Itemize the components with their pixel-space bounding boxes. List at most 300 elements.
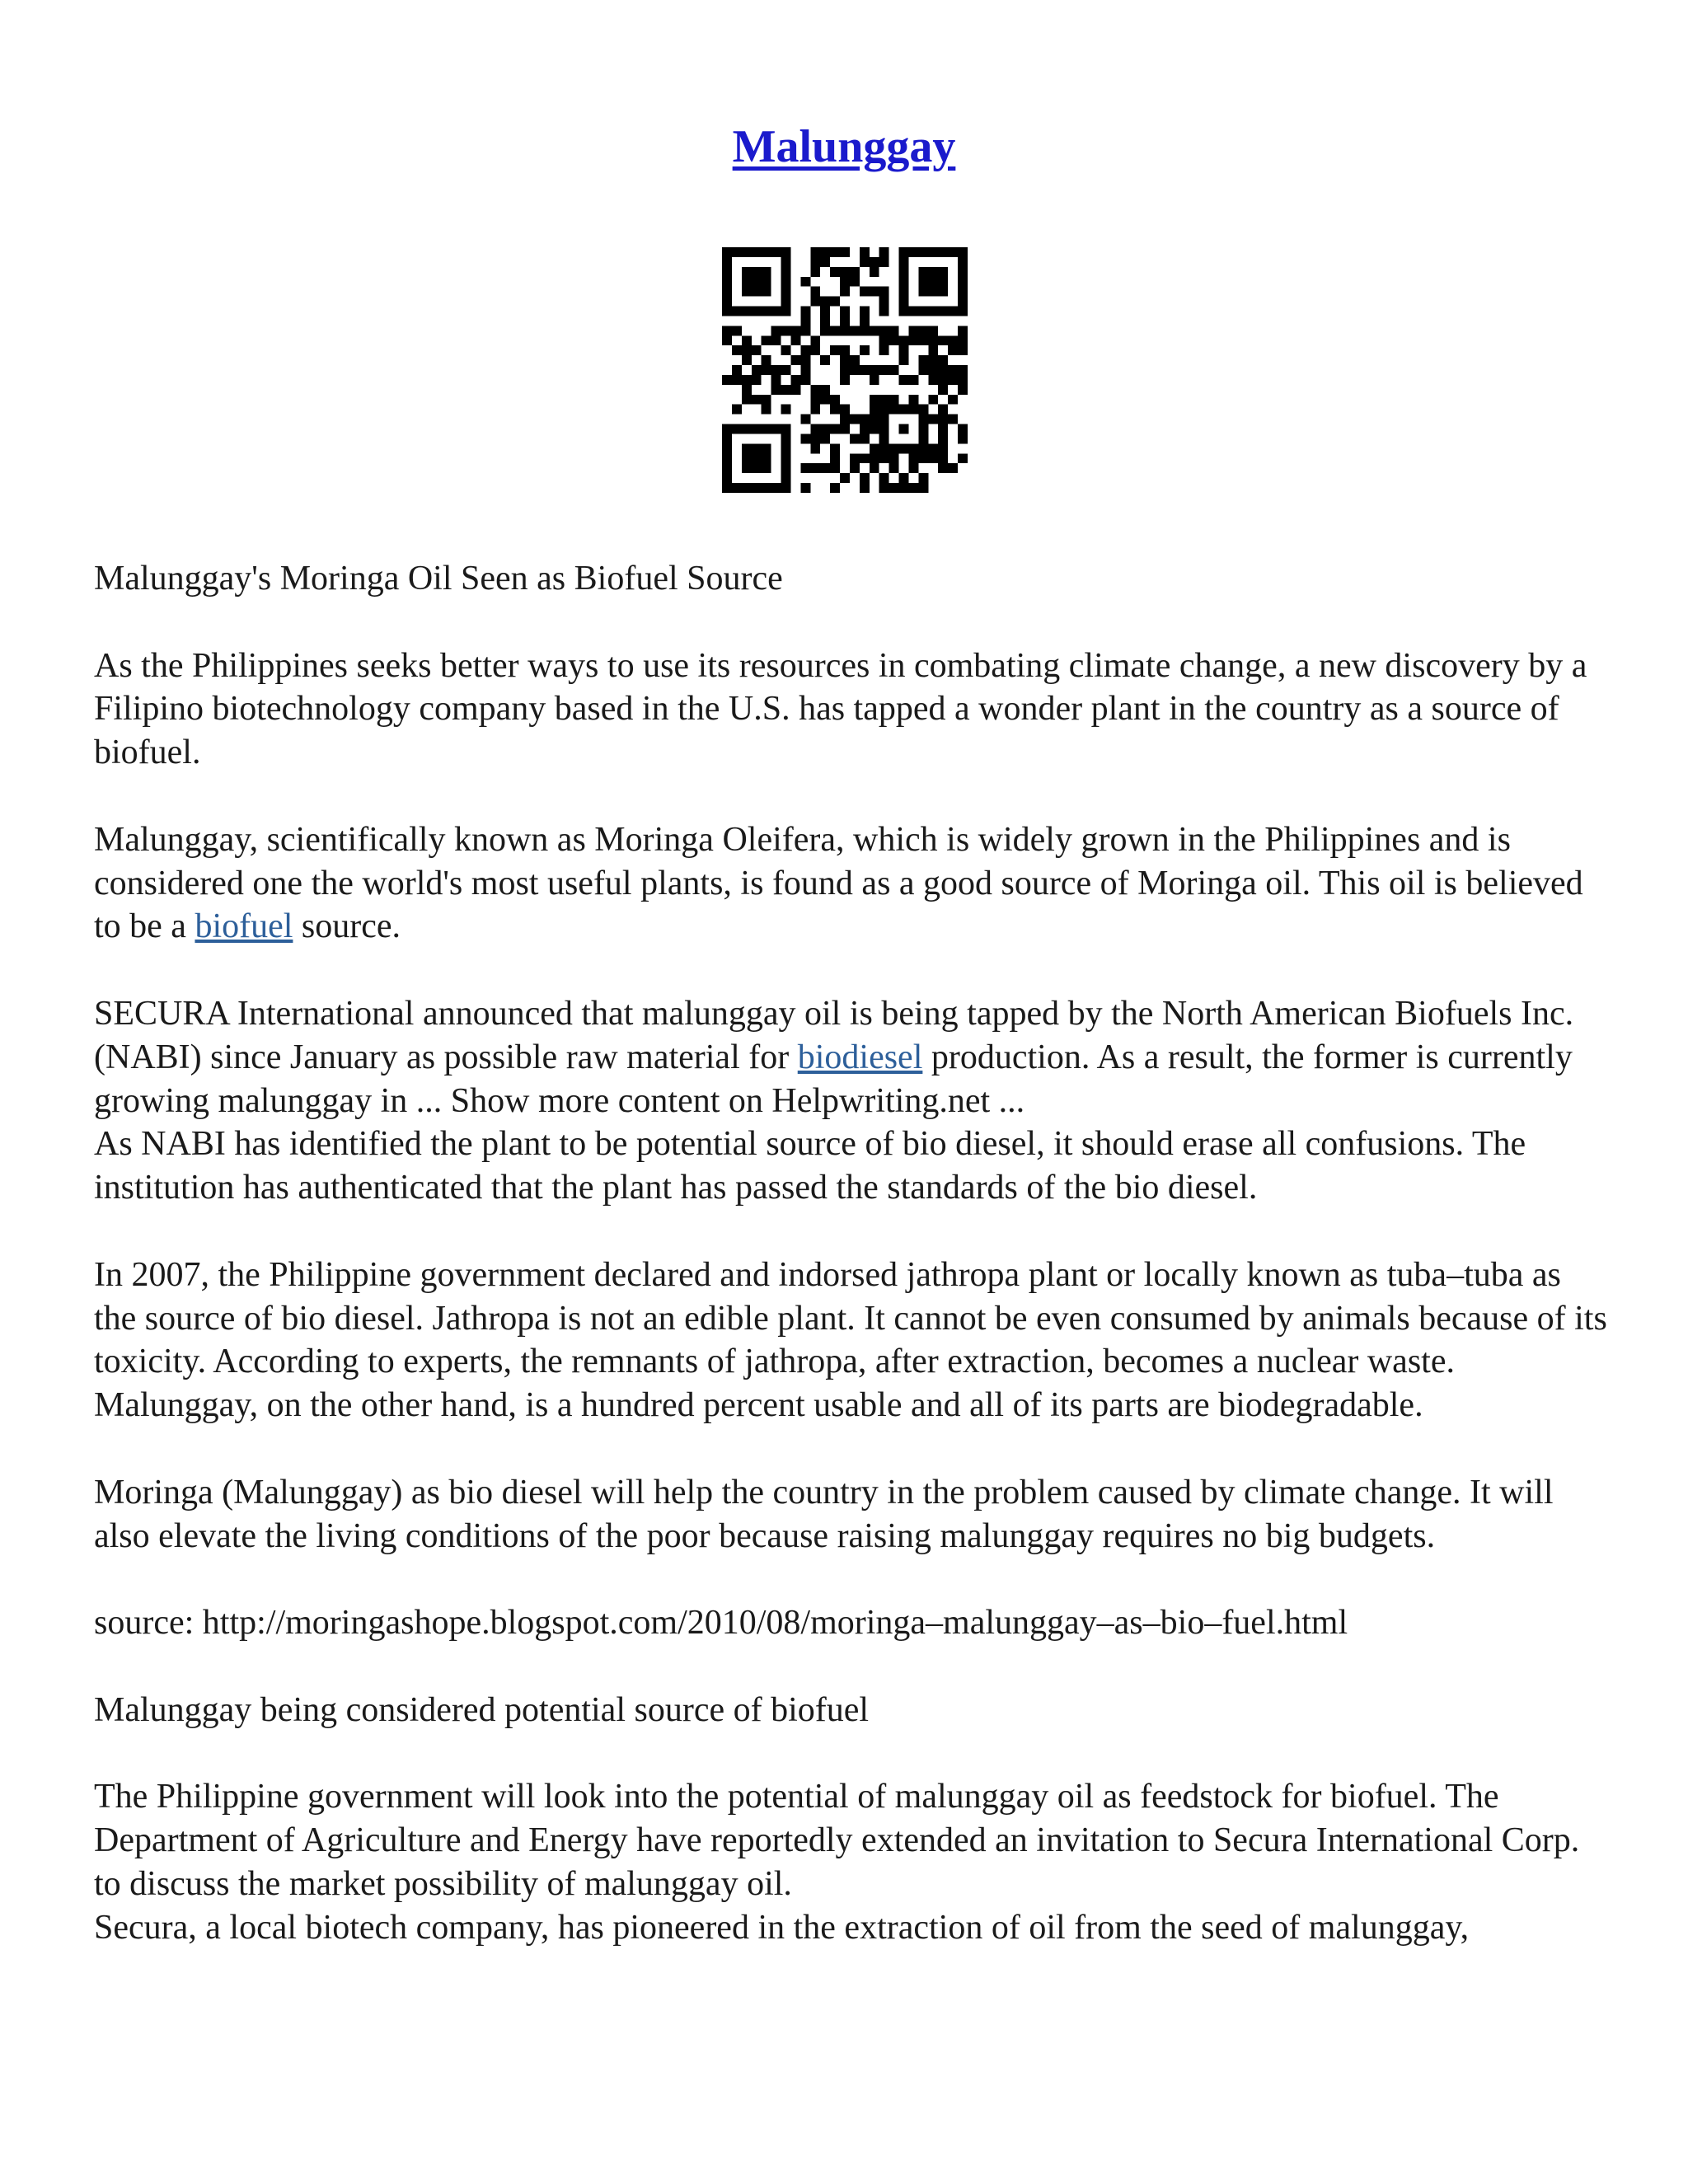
qr-module (781, 463, 791, 473)
qr-module (850, 434, 860, 443)
qr-module (742, 424, 752, 434)
qr-module (948, 345, 958, 355)
qr-module (918, 483, 928, 493)
qr-module (879, 307, 889, 316)
qr-module (870, 326, 879, 335)
qr-module (771, 247, 781, 257)
qr-module (752, 267, 762, 277)
qr-module (928, 345, 938, 355)
qr-module (820, 385, 830, 395)
qr-module (830, 483, 840, 493)
qr-module (908, 443, 918, 453)
qr-module (752, 395, 762, 405)
qr-module (810, 434, 820, 443)
qr-module (948, 365, 958, 375)
qr-module (850, 355, 860, 365)
qr-module (722, 375, 732, 385)
qr-module (938, 375, 948, 385)
qr-module (820, 326, 830, 335)
qr-module (840, 316, 850, 326)
qr-module (722, 307, 732, 316)
qr-module (722, 443, 732, 453)
qr-module (722, 277, 732, 287)
qr-module (810, 395, 820, 405)
qr-module (722, 257, 732, 267)
qr-module (860, 247, 870, 257)
qr-module (800, 463, 810, 473)
qr-module (928, 247, 938, 257)
qr-module (870, 405, 879, 415)
qr-module (762, 267, 771, 277)
qr-module (860, 287, 870, 297)
qr-module (908, 463, 918, 473)
qr-module (879, 434, 889, 443)
qr-module (958, 375, 968, 385)
qr-module (948, 375, 958, 385)
qr-module (850, 415, 860, 424)
qr-module (840, 307, 850, 316)
qr-module (781, 365, 791, 375)
qr-module (879, 405, 889, 415)
qr-module (732, 307, 742, 316)
qr-module (781, 405, 791, 415)
qr-module (899, 424, 909, 434)
qr-module (752, 365, 762, 375)
qr-module (742, 287, 752, 297)
qr-module (762, 463, 771, 473)
qr-module (820, 257, 830, 267)
qr-module (918, 434, 928, 443)
qr-module (928, 307, 938, 316)
qr-module (908, 326, 918, 335)
qr-module (899, 257, 909, 267)
qr-module (762, 483, 771, 493)
qr-module (810, 405, 820, 415)
qr-module (889, 463, 899, 473)
qr-module (840, 326, 850, 335)
qr-module (830, 424, 840, 434)
qr-module (889, 453, 899, 463)
qr-module (879, 365, 889, 375)
qr-module (840, 415, 850, 424)
qr-module (800, 326, 810, 335)
qr-module (810, 385, 820, 395)
qr-module (879, 395, 889, 405)
qr-module (850, 326, 860, 335)
qr-module (938, 405, 948, 415)
qr-module (860, 257, 870, 267)
qr-module (840, 287, 850, 297)
qr-module (948, 335, 958, 345)
qr-module (830, 345, 840, 355)
qr-module (722, 463, 732, 473)
qr-module (810, 443, 820, 453)
qr-module (860, 365, 870, 375)
qr-module (732, 483, 742, 493)
qr-module (958, 267, 968, 277)
qr-module (800, 365, 810, 375)
qr-module (840, 355, 850, 365)
qr-module (790, 355, 800, 365)
qr-module (762, 335, 771, 345)
qr-module (958, 297, 968, 307)
qr-module (840, 375, 850, 385)
qr-module (918, 473, 928, 483)
qr-module (790, 385, 800, 395)
paragraph-text: source. (293, 907, 401, 946)
qr-module (742, 355, 752, 365)
qr-module (762, 395, 771, 405)
qr-module (870, 257, 879, 267)
qr-module (918, 267, 928, 277)
qr-module (938, 307, 948, 316)
qr-module (771, 335, 781, 345)
qr-module (860, 326, 870, 335)
qr-module (762, 443, 771, 453)
paragraph: Moringa (Malunggay) as bio diesel will help the country in the problem caused by climate change. It will also elevate the living conditions of the poor because raising malunggay requires no big budgets. (94, 1473, 1554, 1555)
paragraph: The Philippine government will look into the potential of malunggay oil as feedstock for biofuel. The Department of Agriculture and Energy have reportedly extended an invitation to Secura International Corp. to discuss the market possibility of malunggay oil. (94, 1778, 1580, 1903)
qr-module (810, 345, 820, 355)
paragraph: As the Philippines seeks better ways to use its resources in combating climate change, a new discovery by a Filipino biotechnology company based in the U.S. has tapped a wonder plant in the country as a source of biofuel. (94, 646, 1587, 772)
qr-module (889, 443, 899, 453)
qr-module (860, 316, 870, 326)
qr-module (918, 277, 928, 287)
qr-module (762, 287, 771, 297)
qr-module (870, 424, 879, 434)
qr-module (899, 443, 909, 453)
qr-module (958, 385, 968, 395)
qr-module (790, 335, 800, 345)
qr-module (742, 277, 752, 287)
qr-module (879, 483, 889, 493)
qr-code-icon (722, 247, 968, 493)
article-heading: Malunggay being considered potential source of biofuel (94, 1690, 870, 1729)
qr-module (762, 355, 771, 365)
qr-module (722, 473, 732, 483)
qr-module (938, 247, 948, 257)
qr-module (752, 375, 762, 385)
qr-module (752, 277, 762, 287)
qr-module (830, 267, 840, 277)
qr-module (742, 385, 752, 395)
qr-module (800, 316, 810, 326)
qr-module (918, 326, 928, 335)
qr-module (830, 297, 840, 307)
paragraph-text: SECURA International announced that malunggay oil is being tapped by the North American Biofuels Inc. (NABI) since January as possible raw material for (94, 994, 1574, 1076)
qr-module (840, 405, 850, 415)
qr-module (771, 326, 781, 335)
qr-module (790, 326, 800, 335)
qr-module (879, 287, 889, 297)
title-link[interactable]: Malunggay (732, 121, 956, 172)
qr-module (918, 405, 928, 415)
qr-module (938, 267, 948, 277)
qr-module (870, 365, 879, 375)
qr-module (722, 335, 732, 345)
qr-module (938, 277, 948, 287)
qr-module (781, 443, 791, 453)
qr-module (850, 453, 860, 463)
qr-module (820, 297, 830, 307)
qr-module (722, 326, 732, 335)
qr-module (948, 463, 958, 473)
qr-module (732, 326, 742, 335)
qr-module (908, 307, 918, 316)
qr-module (860, 483, 870, 493)
qr-module (781, 424, 791, 434)
qr-module (830, 443, 840, 453)
qr-module (762, 453, 771, 463)
qr-module (958, 277, 968, 287)
qr-module (938, 453, 948, 463)
qr-module (860, 415, 870, 424)
qr-module (938, 365, 948, 375)
qr-module (722, 267, 732, 277)
qr-module (928, 267, 938, 277)
qr-module (899, 297, 909, 307)
qr-module (781, 257, 791, 267)
qr-module (860, 424, 870, 434)
qr-module (899, 307, 909, 316)
page-title (0, 115, 1688, 178)
qr-module (771, 375, 781, 385)
qr-module (870, 287, 879, 297)
paragraph: In 2007, the Philippine government declared and indorsed jathropa plant or locally known as tuba–tuba as the source of bio diesel. Jathropa is not an edible plant. It cannot be even consumed by animals because of its toxicity. According to experts, the remnants of jathropa, after extraction, becomes a nuclear waste. Malunggay, on the other hand, is a hundred percent usable and all of its parts are biodegradable. (94, 1255, 1607, 1425)
qr-module (771, 424, 781, 434)
qr-module (781, 326, 791, 335)
qr-module (908, 247, 918, 257)
qr-module (908, 453, 918, 463)
qr-module (879, 247, 889, 257)
qr-module (800, 375, 810, 385)
qr-module (742, 463, 752, 473)
qr-module (752, 424, 762, 434)
qr-module (948, 307, 958, 316)
qr-module (840, 424, 850, 434)
qr-module (918, 287, 928, 297)
paragraph-text: Malunggay, scientifically known as Moringa Oleifera, which is widely grown in the Philippines and is considered one the world's most useful plants, is found as a good source of Moringa oil. This oil is believed to be a (94, 820, 1583, 946)
qr-module (742, 395, 752, 405)
qr-module (820, 424, 830, 434)
qr-module (732, 424, 742, 434)
qr-module (908, 335, 918, 345)
qr-module (781, 267, 791, 277)
qr-module (958, 326, 968, 335)
qr-module (840, 247, 850, 257)
qr-module (800, 345, 810, 355)
qr-module (771, 385, 781, 395)
qr-module (752, 287, 762, 297)
qr-module (762, 277, 771, 287)
qr-module (742, 483, 752, 493)
qr-module (918, 453, 928, 463)
qr-module (899, 267, 909, 277)
qr-module (810, 287, 820, 297)
qr-module (908, 395, 918, 405)
qr-module (899, 375, 909, 385)
qr-module (899, 473, 909, 483)
biofuel-link[interactable]: biofuel (195, 907, 293, 946)
qr-module (899, 355, 909, 365)
qr-module (742, 443, 752, 453)
qr-module (732, 247, 742, 257)
qr-module (850, 463, 860, 473)
qr-module (958, 307, 968, 316)
qr-module (790, 375, 800, 385)
qr-module (742, 247, 752, 257)
qr-module (830, 453, 840, 463)
qr-module (732, 375, 742, 385)
qr-module (958, 335, 968, 345)
qr-module (928, 365, 938, 375)
qr-module (938, 424, 948, 434)
qr-module (820, 316, 830, 326)
paragraph (94, 992, 1611, 1122)
qr-module (752, 443, 762, 453)
qr-module (762, 307, 771, 316)
qr-module (820, 434, 830, 443)
qr-module (928, 375, 938, 385)
qr-module (889, 483, 899, 493)
qr-module (860, 473, 870, 483)
qr-module (928, 453, 938, 463)
qr-module (810, 247, 820, 257)
qr-module (752, 463, 762, 473)
qr-module (938, 355, 948, 365)
qr-module (938, 463, 948, 473)
qr-module (918, 335, 928, 345)
qr-module (820, 463, 830, 473)
qr-module (722, 434, 732, 443)
qr-module (958, 345, 968, 355)
qr-module (938, 287, 948, 297)
qr-module (771, 307, 781, 316)
qr-module (879, 443, 889, 453)
qr-module (870, 443, 879, 453)
qr-module (840, 277, 850, 287)
biodiesel-link[interactable]: biodiesel (797, 1038, 923, 1076)
qr-module (958, 257, 968, 267)
qr-module (732, 405, 742, 415)
qr-module (958, 434, 968, 443)
qr-module (948, 415, 958, 424)
qr-module (810, 424, 820, 434)
qr-module (889, 405, 899, 415)
qr-module (938, 443, 948, 453)
qr-module (830, 395, 840, 405)
qr-module (918, 415, 928, 424)
qr-module (918, 247, 928, 257)
qr-module (781, 473, 791, 483)
article-heading: Malunggay's Moringa Oil Seen as Biofuel Source (94, 560, 783, 598)
qr-module (889, 365, 899, 375)
qr-module (870, 463, 879, 473)
qr-module (752, 247, 762, 257)
qr-module (928, 395, 938, 405)
paragraph (94, 818, 1611, 949)
qr-module (800, 277, 810, 287)
qr-module (889, 335, 899, 345)
qr-module (899, 483, 909, 493)
qr-module (830, 405, 840, 415)
qr-module (879, 473, 889, 483)
qr-module (840, 473, 850, 483)
qr-module (820, 247, 830, 257)
source-line: source: http://moringashope.blogspot.com/2010/08/moringa–malunggay–as–bio–fuel.html (94, 1604, 1348, 1643)
qr-module (958, 424, 968, 434)
qr-module (958, 247, 968, 257)
qr-module (928, 287, 938, 297)
qr-module (742, 345, 752, 355)
qr-module (781, 434, 791, 443)
qr-module (879, 326, 889, 335)
qr-module (810, 463, 820, 473)
qr-module (840, 345, 850, 355)
qr-module (722, 453, 732, 463)
paragraph: Secura, a local biotech company, has pioneered in the extraction of oil from the seed of malunggay, (94, 1908, 1470, 1947)
qr-module (850, 277, 860, 287)
qr-module (722, 297, 732, 307)
qr-module (958, 365, 968, 375)
paragraph-text: production. As a result, the former is currently growing malunggay in ... Show more content on Helpwriting.net ... (94, 1038, 1573, 1120)
qr-module (742, 307, 752, 316)
qr-module (899, 247, 909, 257)
qr-module (800, 483, 810, 493)
qr-module (860, 307, 870, 316)
qr-module (879, 453, 889, 463)
qr-module (800, 355, 810, 365)
qr-module (908, 483, 918, 493)
qr-module (860, 345, 870, 355)
qr-module (958, 453, 968, 463)
qr-module (781, 385, 791, 395)
article-body (94, 557, 1611, 1950)
qr-module (820, 395, 830, 405)
qr-module (958, 287, 968, 297)
qr-module (870, 375, 879, 385)
qr-module (732, 345, 742, 355)
qr-module (840, 365, 850, 375)
qr-module (938, 434, 948, 443)
qr-module (762, 405, 771, 415)
qr-module (810, 335, 820, 345)
qr-module (742, 453, 752, 463)
qr-module (918, 443, 928, 453)
qr-module (722, 424, 732, 434)
qr-module (762, 424, 771, 434)
qr-module (899, 405, 909, 415)
qr-module (938, 335, 948, 345)
qr-module (810, 257, 820, 267)
qr-module (918, 365, 928, 375)
qr-module (928, 335, 938, 345)
qr-module (889, 395, 899, 405)
qr-module (870, 453, 879, 463)
qr-module (870, 415, 879, 424)
qr-module (870, 395, 879, 405)
qr-module (781, 297, 791, 307)
qr-module (879, 335, 889, 345)
qr-module (781, 307, 791, 316)
qr-module (781, 453, 791, 463)
qr-module (928, 326, 938, 335)
qr-module (879, 297, 889, 307)
paragraph: As NABI has identified the plant to be potential source of bio diesel, it should erase all confusions. The institution has authenticated that the plant has passed the standards of the bio diesel. (94, 1125, 1526, 1207)
qr-module (752, 483, 762, 493)
qr-module (830, 463, 840, 473)
qr-module (908, 375, 918, 385)
qr-module (781, 277, 791, 287)
